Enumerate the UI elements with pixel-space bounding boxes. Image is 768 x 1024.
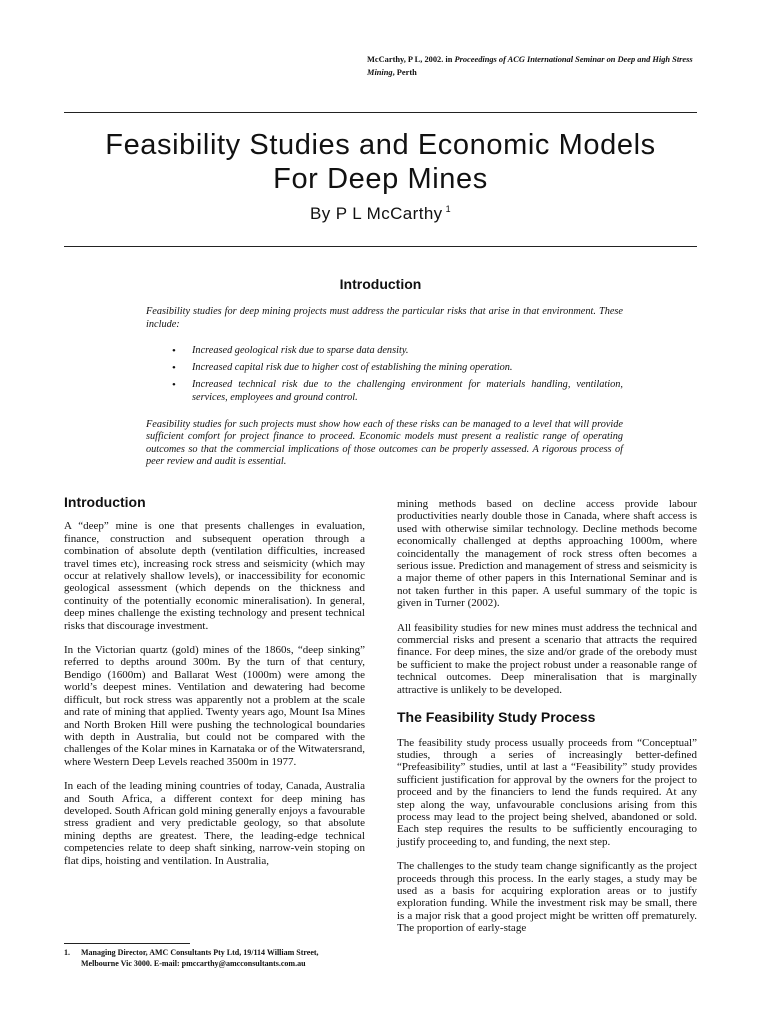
top-rule [64, 112, 697, 113]
bullet-icon: • [172, 362, 176, 375]
citation-suffix: , Perth [392, 67, 417, 77]
footnote-address: Melbourne Vic 3000. E-mail: pmccarthy@amcconsultants.com.au [81, 958, 306, 968]
citation-prefix: McCarthy, P L, 2002. in [367, 55, 455, 64]
footnote-rule [64, 943, 190, 944]
paper-title [64, 128, 697, 196]
risk-item: • Increased geological risk due to sparse data density. [172, 345, 409, 358]
body-paragraph: All feasibility studies for new mines must address the technical and commercial risks and present a scenario that attracts the required finance. For deep mines, the size and/or grade of the orebody must be sufficient to make the project robust under a reasonable range of technical outcomes. Deep mineralisation that is marginally attractive is unlikely to be developed. [397, 621, 697, 696]
body-paragraph: mining methods based on decline access provide labour productivities nearly double those in Canada, where shaft access is used with otherwise similar technology. Decline methods become economically challenged at depths approaching 1000m, where coincidentally the management of rock stress often becomes a serious issue. Prediction and management of stress and seismicity is a major theme of other papers in this International Seminar and is not taken further in this paper. A useful summary of the topic is given in Turner (2002). [397, 498, 697, 610]
body-paragraph: The challenges to the study team change significantly as the project proceeds through this process. In the early stages, a study may be used as a basis for acquiring exploration areas or to justify exploration funding. While the investment risk may be small, there is a major risk that a good project might be written off prematurely. The proportion of early-stage [397, 860, 697, 935]
bullet-icon: • [172, 345, 176, 358]
risk-item: • Increased capital risk due to higher cost of establishing the mining operation. [172, 362, 513, 375]
abstract-heading: Introduction [339, 276, 422, 292]
title-bottom-rule [64, 246, 697, 247]
title-line-2: For Deep Mines [273, 163, 488, 195]
footnote [64, 948, 367, 969]
citation-proceedings: Proceedings of ACG International Seminar on Deep and High Stress Mining [367, 55, 693, 77]
body-paragraph: In the Victorian quartz (gold) mines of the 1860s, “deep sinking” referred to depths around 300m. By the turn of that century, Bendigo (1600m) and Ballarat West (1000m) were among the world’s deepest mines. Ventilation and dewatering had become difficult, but rock stress was apparently not a problem at the scale and rate of mining that applied. Twenty years ago, Mount Isa Mines and North Broken Hill were pushing the technological boundaries with depth in Australia, but could not be compared with the challenges of the Kolar mines in Karnataka or of the Witwatersrand, where Western Deep Levels reached 3500m in 1977. [64, 644, 365, 768]
abstract-closing: Feasibility studies for such projects must show how each of these risks can be managed to a level that will provide sufficient comfort for project finance to proceed. Economic models must present a realistic range of operating outcomes so that the commercial implications of those outcomes can be properly assessed. A rigorous process of peer review and audit is essential. [146, 418, 623, 468]
risk-list [146, 345, 623, 404]
section-heading-feasibility-process: The Feasibility Study Process [397, 709, 596, 726]
footnote-number: 1. [64, 948, 70, 957]
body-paragraph: A “deep” mine is one that presents challenges in evaluation, finance, construction and subsequent operation through a combination of absolute depth (ventilation difficulties, increased travel times etc), increasing rock stress and seismicity (which may occur at relatively shallow levels), or inaccessibility for economic geological assessment (which depends on the thickness and continuity of the potentially economic mineralisation). In general, deep mines challenge the existing technology and present technical risks that discourage investment. [64, 520, 365, 632]
author-footnote-mark: 1 [445, 204, 451, 214]
title-line-1: Feasibility Studies and Economic Models [105, 129, 656, 161]
body-paragraph: In each of the leading mining countries of today, Canada, Australia and South Africa, a different context for deep mining has developed. South African gold mining generally enjoys a favourable stress gradient and very predictable geology, so that absolute mining depths are greatest. There, the leading-edge technical competencies relate to deep shaft sinking, narrow-vein stoping on flat dips, hoisting and ventilation. In Australia, [64, 780, 365, 867]
citation-header [367, 54, 707, 79]
right-column [397, 498, 697, 947]
section-heading-introduction: Introduction [64, 494, 146, 510]
body-paragraph: The feasibility study process usually proceeds from “Conceptual” studies, through a series of increasingly better-defined “Prefeasibility” studies, until at last a “Feasibility” study provides sufficient justification for approval by the owners for the project to proceed and by the financiers to lend the funds required. At any step along the way, unfavourable conclusions arising from this process may lead to the project being shelved, abandoned or sold. Each step requires the results to be sufficiently encouraging to justify proceeding to, and funding, the next step. [397, 736, 697, 848]
author: By P L McCarthy [309, 204, 443, 223]
footnote-affiliation: Managing Director, AMC Consultants Pty Ltd, 19/114 William Street, [81, 948, 319, 957]
abstract [146, 306, 623, 469]
left-column [64, 496, 365, 879]
abstract-intro: Feasibility studies for deep mining projects must address the particular risks that arise in that environment. These include: [146, 306, 623, 330]
byline [64, 204, 697, 224]
bullet-icon: • [172, 379, 176, 392]
risk-item: • Increased technical risk due to the challenging environment for materials handling, ventilation, services, employees and ground control. [172, 379, 623, 403]
